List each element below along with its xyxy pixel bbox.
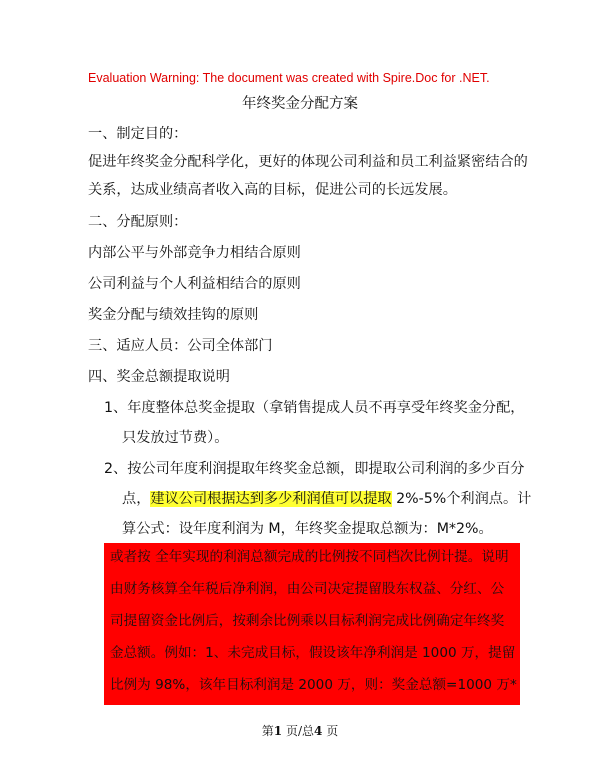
red-block-line-3: 司提留资金比例后，按剩余比例乘以目标利润完成比例确定年终奖	[110, 613, 505, 629]
evaluation-warning: Evaluation Warning: The document was created with Spire.Doc for .NET.	[88, 71, 490, 85]
section-1-text-line-1: 促进年终奖金分配科学化，更好的体现公司利益和员工利益紧密结合的	[88, 154, 528, 170]
section-2-heading: 二、分配原则：	[88, 214, 188, 230]
section-2-item-1: 内部公平与外部竞争力相结合原则	[88, 245, 301, 261]
paragraph-2-line-1: 2、按公司年度利润提取年终奖金总额，即提取公司利润的多少百分	[104, 461, 525, 477]
red-block-line-2: 由财务核算全年税后净利润，由公司决定提留股东权益、分红、公	[110, 581, 505, 597]
section-1-text-line-2: 关系，达成业绩高者收入高的目标，促进公司的长远发展。	[88, 182, 457, 198]
section-1-heading: 一、制定目的：	[88, 126, 188, 142]
paragraph-1-line-1: 1、年度整体总奖金提取（拿销售提成人员不再享受年终奖金分配，	[104, 400, 525, 416]
paragraph-2-line-2-suffix: 2%-5%个利润点。计	[391, 491, 532, 507]
document-title: 年终奖金分配方案	[242, 96, 358, 112]
red-block-line-1: 或者按 全年实现的利润总额完成的比例按不同档次比例计提。说明	[110, 549, 509, 565]
red-block-line-5: 比例为 98%，该年目标利润是 2000 万，则：奖金总额=1000 万*	[110, 677, 517, 693]
paragraph-1-line-2: 只发放过节费）。	[122, 430, 229, 446]
footer-middle: 页/总	[282, 724, 315, 738]
paragraph-2-line-3: 算公式：设年度利润为 M，年终奖金提取总额为：M*2%。	[122, 521, 493, 537]
red-block-line-4: 金总额。例如：1、未完成目标，假设该年净利润是 1000 万，提留	[110, 645, 516, 661]
highlighted-text: 建议公司根据达到多少利润值可以提取	[150, 491, 392, 507]
section-3-heading: 三、适应人员：公司全体部门	[88, 338, 273, 354]
footer-prefix: 第	[261, 724, 274, 738]
footer-suffix: 页	[322, 724, 339, 738]
section-4-heading: 四、奖金总额提取说明	[88, 369, 230, 385]
current-page-number: 1	[273, 724, 283, 738]
total-page-number: 4	[314, 724, 323, 738]
page-footer	[0, 722, 600, 739]
section-2-item-3: 奖金分配与绩效挂钩的原则	[88, 307, 259, 323]
paragraph-2-line-2-prefix: 点，	[122, 491, 151, 507]
section-2-item-2: 公司利益与个人利益相结合的原则	[88, 276, 301, 292]
paragraph-2-line-2	[122, 489, 531, 509]
